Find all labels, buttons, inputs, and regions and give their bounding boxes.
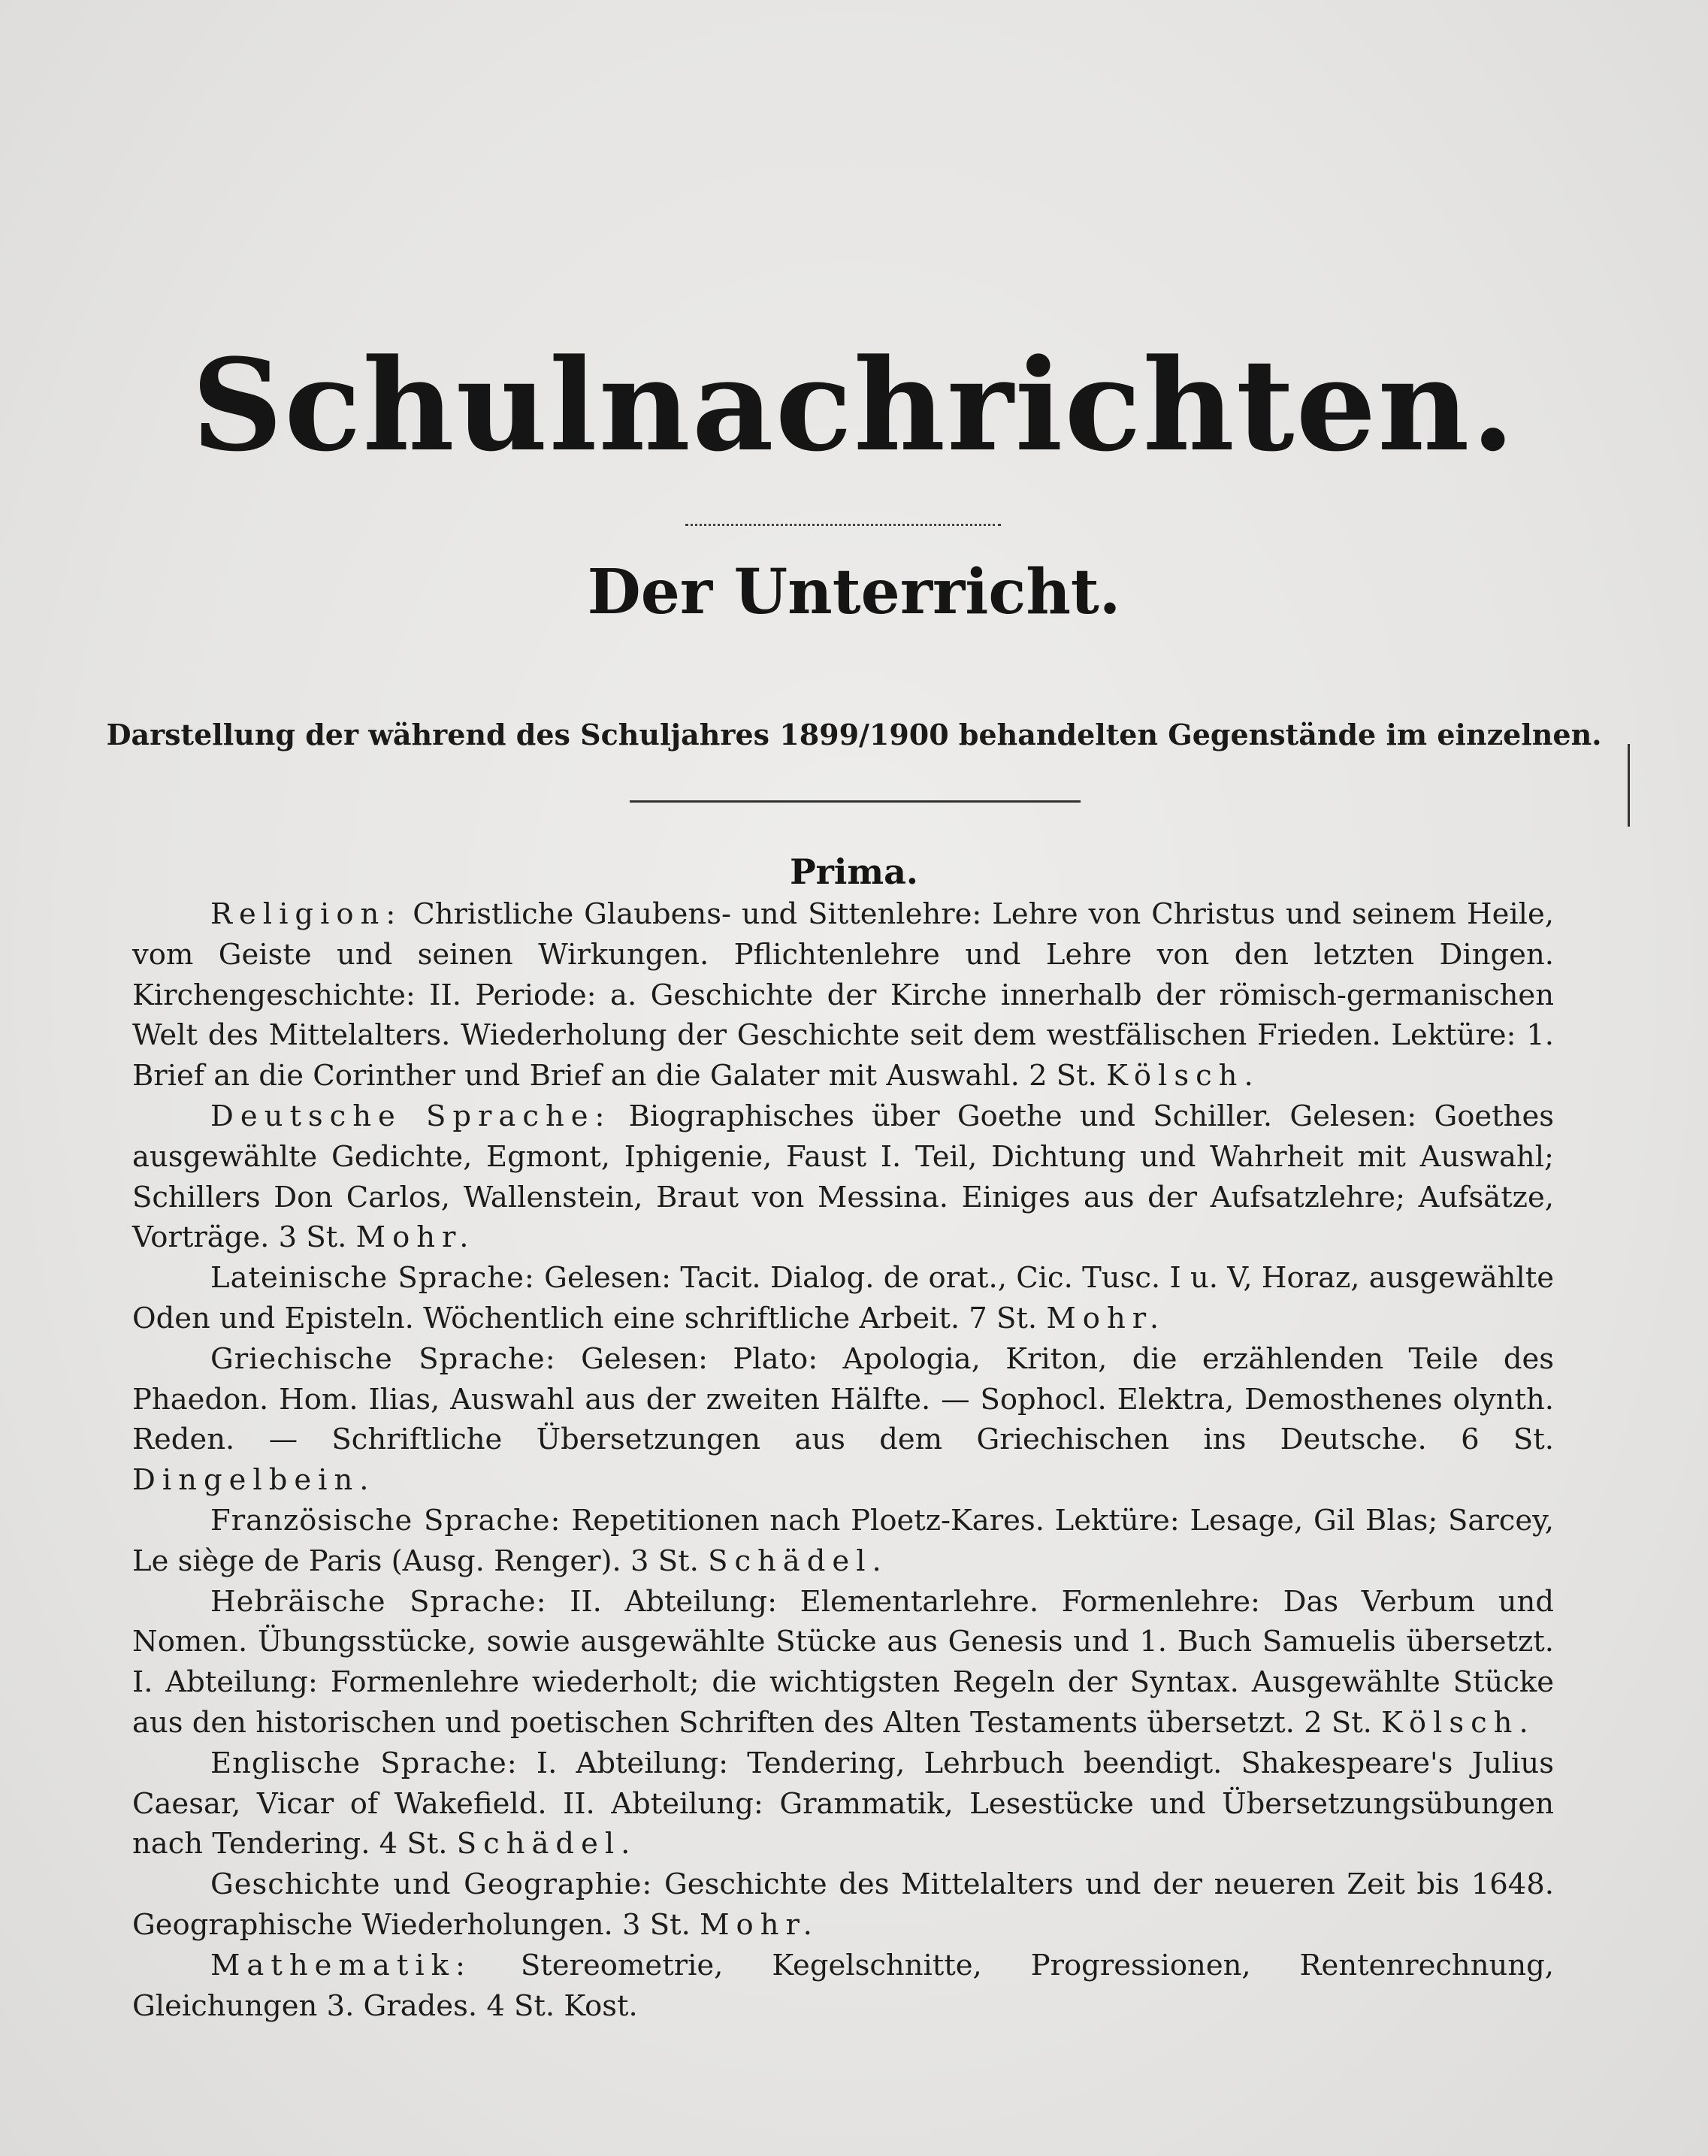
paragraph-englisch [132, 1743, 1554, 1864]
section-title: Der Unterricht. [587, 556, 1121, 628]
teacher-name: Schädel. [456, 1827, 637, 1861]
paragraph-text: Gelesen: Plato: Apologia, Kriton, die erzählenden Teile des Phaedon. Hom. Ilias, Auswahl aus der zweiten Hälfte. — Sophocl. Elektra, Demosthenes olynth. Reden. — Schriftliche Übersetzungen aus dem Griechischen ins Deutsche. 6 St. [132, 1341, 1555, 1457]
paragraph-text: Gelesen: Tacit. Dialog. de orat., Cic. Tusc. I u. V, Horaz, ausgewählte Oden und Episteln. Wöchentlich eine schriftliche Arbeit. 7 St. [132, 1261, 1555, 1335]
subject-label: Französische Sprache: [210, 1503, 561, 1538]
paragraph-text: Biographisches über Goethe und Schiller. Gelesen: Goethes ausgewählte Gedichte, Egmont, Iphigenie, Faust I. Teil, Dichtung und Wahrheit mit Auswahl; Schillers Don Carlos, Wallenstein, Braut von Messina. Einiges aus der Aufsatzlehre; Aufsätze, Vorträge. 3 St. [132, 1099, 1554, 1255]
subject-label: Englische Sprache: [210, 1746, 518, 1780]
subject-label: Mathematik: [210, 1948, 472, 1982]
solid-divider [630, 800, 1081, 803]
paragraph-mathematik [132, 1946, 1554, 2027]
subject-label: Geschichte und Geographie: [210, 1867, 653, 1902]
paragraph-hebraeisch [132, 1582, 1554, 1743]
teacher-name: Mohr. [700, 1907, 819, 1942]
paragraph-franzoesisch [132, 1501, 1554, 1582]
teacher-name: Mohr. [1046, 1301, 1166, 1335]
description-heading: Darstellung der während des Schuljahres 1899/1900 behandelten Gegenstände im einzelnen. [106, 718, 1602, 751]
dotted-divider [685, 524, 1001, 526]
subject-label: Hebräische Sprache: [210, 1584, 547, 1619]
page-title: Schulnachrichten. [191, 331, 1517, 479]
paragraph-deutsch [132, 1096, 1554, 1258]
teacher-name: Kölsch. [1106, 1059, 1260, 1093]
subject-label: Deutsche Sprache: [210, 1099, 612, 1133]
teacher-name: Schädel. [708, 1544, 888, 1578]
class-heading: Prima. [790, 851, 918, 892]
subject-label: Religion: [210, 897, 403, 931]
margin-mark [1628, 744, 1630, 827]
paragraph-text: Christliche Glaubens- und Sittenlehre: Lehre von Christus und seinem Heile, vom Geiste und seinen Wirkungen. Pflichtenlehre und Lehre von den letzten Dingen. Kirchengeschichte: II. Periode: a. Geschichte der Kirche innerhalb der römisch-germanischen Welt des Mittelalters. Wiederholung der Geschichte seit dem westfälischen Frieden. Lektüre: 1. Brief an die Corinther und Brief an die Galater mit Auswahl. 2 St. [132, 897, 1554, 1093]
paragraph-text: I. Abteilung: Tendering, Lehrbuch beendigt. Shakespeare's Julius Caesar, Vicar of Wakefield. II. Abteilung: Grammatik, Lesestücke und Übersetzungsübungen nach Tendering. 4 St. [132, 1746, 1554, 1861]
paragraph-text: Repetitionen nach Ploetz-Kares. Lektüre: Lesage, Gil Blas; Sarcey, Le siège de Paris (Ausg. Renger). 3 St. [132, 1503, 1555, 1578]
subject-label: Griechische Sprache: [210, 1341, 556, 1376]
teacher-name: Mohr. [355, 1220, 476, 1255]
curriculum-body [132, 894, 1554, 2026]
teacher-name: Dingelbein. [132, 1463, 376, 1498]
paragraph-religion [132, 894, 1554, 1096]
paragraph-text: II. Abteilung: Elementarlehre. Formenlehre: Das Verbum und Nomen. Übungsstücke, sowie ausgewählte Stücke aus Genesis und 1. Buch Samuelis übersetzt. I. Abteilung: Formenlehre wiederholt; die wichtigsten Regeln der Syntax. Ausgewählte Stücke aus den historischen und poetischen Schriften des Alten Testaments übersetzt. 2 St. [132, 1584, 1554, 1740]
teacher-name: Kost. [564, 1988, 638, 2023]
paragraph-latein [132, 1258, 1554, 1339]
paragraph-griechisch [132, 1339, 1554, 1501]
paragraph-geschichte [132, 1864, 1554, 1946]
paragraph-text: Stereometrie, Kegelschnitte, Progressionen, Rentenrechnung, Gleichungen 3. Grades. 4 St. [132, 1948, 1554, 2023]
teacher-name: Kölsch. [1381, 1705, 1535, 1740]
subject-label: Lateinische Sprache: [210, 1261, 535, 1296]
paragraph-text: Geschichte des Mittelalters und der neueren Zeit bis 1648. Geographische Wiederholungen. 3 St. [132, 1867, 1554, 1942]
